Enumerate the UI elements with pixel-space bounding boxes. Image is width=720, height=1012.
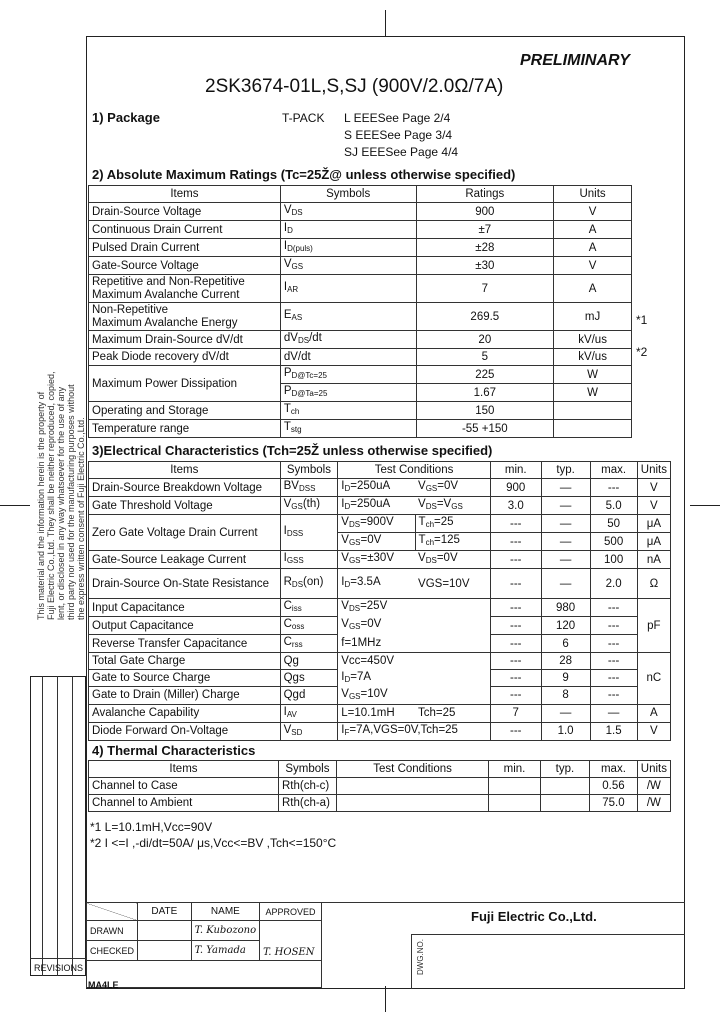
table-row: Total Gate Charge Qg Vcc=450V --- 28 --- nC (89, 653, 671, 670)
table-row: Input Capacitance $C_{iss}$ $V_{DS}=25V$ --- 980 --- pF (89, 599, 671, 617)
table-row: Drain-Source On-State Resistance $R_{DS}(on)$ $I_D=3.5A$ VGS=10V --- — 2.0 Ω (89, 569, 671, 599)
approval-block (86, 902, 322, 988)
proprietary-notice: This material and the information herein is the property of Fuji Electric Co.,Ltd. They shall be neither reproduced, copied, lent, or disclosed in any way whatsoever for the use of any third party nor used for the manufacturing purposes without the express written consent of Fuji Electric Co.,Ltd. (36, 371, 86, 620)
checked-signature: T. Yamada (191, 941, 259, 961)
elec-table: Items Symbols Test Conditions min. typ. max. Units Drain-Source Breakdown Voltage $BV_{DSS}$ $I_D=250uA$ $V_{GS}=0V$ 900 — --- V Gate Threshold Voltage $V_{GS}(th)$ $I_D=250uA$ $V_{DS}=V_{GS}$ 3.0 — 5.0 V Zero Gate Voltage Drain Current $I_{DSS}$ $V_{DS}=900V$ $T_{ch}=25$ --- — 50 μA $V_{GS}=0V$ $T_{ch}=125$ --- — 500 μA Gate-Source Leakage Current $I_{GSS}$ $V_{GS}=\pm 30V$ $V_{DS}=0V$ --- — 100 nA Drain-Source On-State Resistance $R_{DS}(on)$ $I_D=3.5A$ VGS=10V --- — 2.0 Ω Input Capacitance $C_{iss}$ $V_{DS}=25V$ --- 980 --- pF Output Capacitance $C_{oss}$ $V_{GS}=0V$ --- 120 --- Reverse Transfer Capacitance $C_{rss}$ f=1MHz --- 6 --- Total Gate Charge Qg Vcc=450V --- 28 --- nC Gate to Source Charge Qgs $I_D=7A$ --- 9 --- Gate to Drain (Miller) Charge Qgd $V_{GS}=10V$ --- 8 --- Avalanche Capability $I_{AV}$ L=10.1mH Tch=25 7 — — A Diode Forward On-Voltage $V_{SD}$ $I_F=7A,VGS=0V,Tch=25$ --- 1.0 1.5 V (88, 461, 671, 741)
package-line-sj: SJ EEESee Page 4/4 (344, 145, 459, 159)
thermal-heading: 4) Thermal Characteristics (92, 743, 256, 758)
table-row: Non-Repetitive Maximum Avalanche Energy $E_{AS}$ 269.5 mJ (89, 303, 632, 331)
dwg-no-label: DWG.NO. (416, 939, 425, 975)
date-header: DATE (138, 903, 192, 921)
approved-signature: T. HOSEN (260, 921, 322, 961)
abs-max-table: Items Symbols Ratings Units Drain-Source Voltage $V_{DS}$ 900 V Continuous Drain Current $I_D$ ±7 A Pulsed Drain Current $I_{D(puls)}$ ±28 A Gate-Source Voltage $V_{GS}$ ±30 V Repetitive and Non-Repetitive Maximum Avalanche Current $I_{AR}$ 7 A Non-Repetitive Maximum Avalanche Energy $E_{AS}$ 269.5 mJ Maximum Drain-Source dV/dt $dV_{DS}/dt$ 20 kV/us Peak Diode recovery dV/dt dV/dt 5 kV/us Maximum Power Dissipation $P_{D@Tc=25}$ 225 W $P_{D@Ta=25}$ 1.67 W Operating and Storage $T_{ch}$ 150 Temperature range $T_{stg}$ -55 +150 (88, 185, 632, 438)
bottom-center-mark (385, 986, 386, 1012)
table-row: Channel to Ambient Rth(ch-a) 75.0 /W (89, 795, 671, 812)
form-code: MA4LE (88, 980, 119, 990)
checked-label: CHECKED (87, 941, 138, 961)
table-row: Repetitive and Non-Repetitive Maximum Avalanche Current $I_{AR}$ 7 A (89, 275, 632, 303)
table-row: Gate-Source Voltage $V_{GS}$ ±30 V (89, 257, 632, 275)
approved-header: APPROVED (260, 903, 322, 921)
table-row: Pulsed Drain Current $I_{D(puls)}$ ±28 A (89, 239, 632, 257)
table-row: $P_{D@Ta=25}$ 1.67 W (89, 384, 632, 402)
page-title: 2SK3674-01L,S,SJ (900V/2.0Ω/7A) (205, 76, 504, 97)
table-row: Diode Forward On-Voltage $V_{SD}$ $I_F=7A,VGS=0V,Tch=25$ --- 1.0 1.5 V (89, 722, 671, 740)
table-row: Reverse Transfer Capacitance $C_{rss}$ f=1MHz --- 6 --- (89, 635, 671, 653)
company-name: Fuji Electric Co.,Ltd. (471, 909, 597, 924)
table-row: Operating and Storage $T_{ch}$ 150 (89, 402, 632, 420)
table-row: Gate Threshold Voltage $V_{GS}(th)$ $I_D=250uA$ $V_{DS}=V_{GS}$ 3.0 — 5.0 V (89, 497, 671, 515)
package-line-s: S EEESee Page 3/4 (344, 128, 453, 142)
thermal-table: Items Symbols Test Conditions min. typ. max. Units Channel to Case Rth(ch-c) 0.56 /W Channel to Ambient Rth(ch-a) 75.0 /W (88, 760, 671, 812)
package-line-l: L EEESee Page 2/4 (344, 111, 451, 125)
table-row: Gate to Source Charge Qgs $I_D=7A$ --- 9 --- (89, 670, 671, 687)
table-row: Peak Diode recovery dV/dt dV/dt 5 kV/us (89, 349, 632, 366)
revisions-label: REVISIONS (34, 963, 84, 973)
preliminary-label: PRELIMINARY (520, 52, 630, 69)
package-heading: 1) Package (92, 110, 160, 125)
table-row: $V_{GS}=0V$ $T_{ch}=125$ --- — 500 μA (89, 533, 671, 551)
package-type: T-PACK (282, 111, 325, 125)
top-center-mark (385, 10, 386, 36)
note-2: *2 I <=I ,-di/dt=50A/ μs,Vcc<=BV ,Tch<=150°C (90, 836, 337, 850)
note-ref-2: *2 (636, 345, 648, 359)
name-header: NAME (191, 903, 259, 921)
table-row: Temperature range $T_{stg}$ -55 +150 (89, 420, 632, 438)
table-row: Gate-Source Leakage Current $I_{GSS}$ $V_{GS}=\pm 30V$ $V_{DS}=0V$ --- — 100 nA (89, 551, 671, 569)
drawn-signature: T. Kubozono (191, 921, 259, 941)
table-row: Zero Gate Voltage Drain Current $I_{DSS}$ $V_{DS}=900V$ $T_{ch}=25$ --- — 50 μA (89, 515, 671, 533)
table-row: Gate to Drain (Miller) Charge Qgd $V_{GS}=10V$ --- 8 --- (89, 687, 671, 705)
table-row: Channel to Case Rth(ch-c) 0.56 /W (89, 778, 671, 795)
table-row: Avalanche Capability $I_{AV}$ L=10.1mH Tch=25 7 — — A (89, 704, 671, 722)
note-1: *1 L=10.1mH,Vcc=90V (90, 820, 213, 834)
elec-heading: 3)Electrical Characteristics (Tch=25Ž unless otherwise specified) (92, 443, 493, 458)
abs-max-heading: 2) Absolute Maximum Ratings (Tc=25Ž@ unless otherwise specified) (92, 167, 516, 182)
revisions-box (30, 676, 86, 976)
right-center-mark (690, 505, 720, 506)
table-row: Maximum Drain-Source dV/dt $dV_{DS}/dt$ 20 kV/us (89, 331, 632, 349)
table-row: Output Capacitance $C_{oss}$ $V_{GS}=0V$ --- 120 --- (89, 617, 671, 635)
left-center-mark (0, 505, 30, 506)
drawn-label: DRAWN (87, 921, 138, 941)
table-row: Maximum Power Dissipation $P_{D@Tc=25}$ 225 W (89, 366, 632, 384)
table-row: Continuous Drain Current $I_D$ ±7 A (89, 221, 632, 239)
table-row: Drain-Source Breakdown Voltage $BV_{DSS}$ $I_D=250uA$ $V_{GS}=0V$ 900 — --- V (89, 479, 671, 497)
note-ref-1: *1 (636, 313, 648, 327)
table-row: Drain-Source Voltage $V_{DS}$ 900 V (89, 203, 632, 221)
